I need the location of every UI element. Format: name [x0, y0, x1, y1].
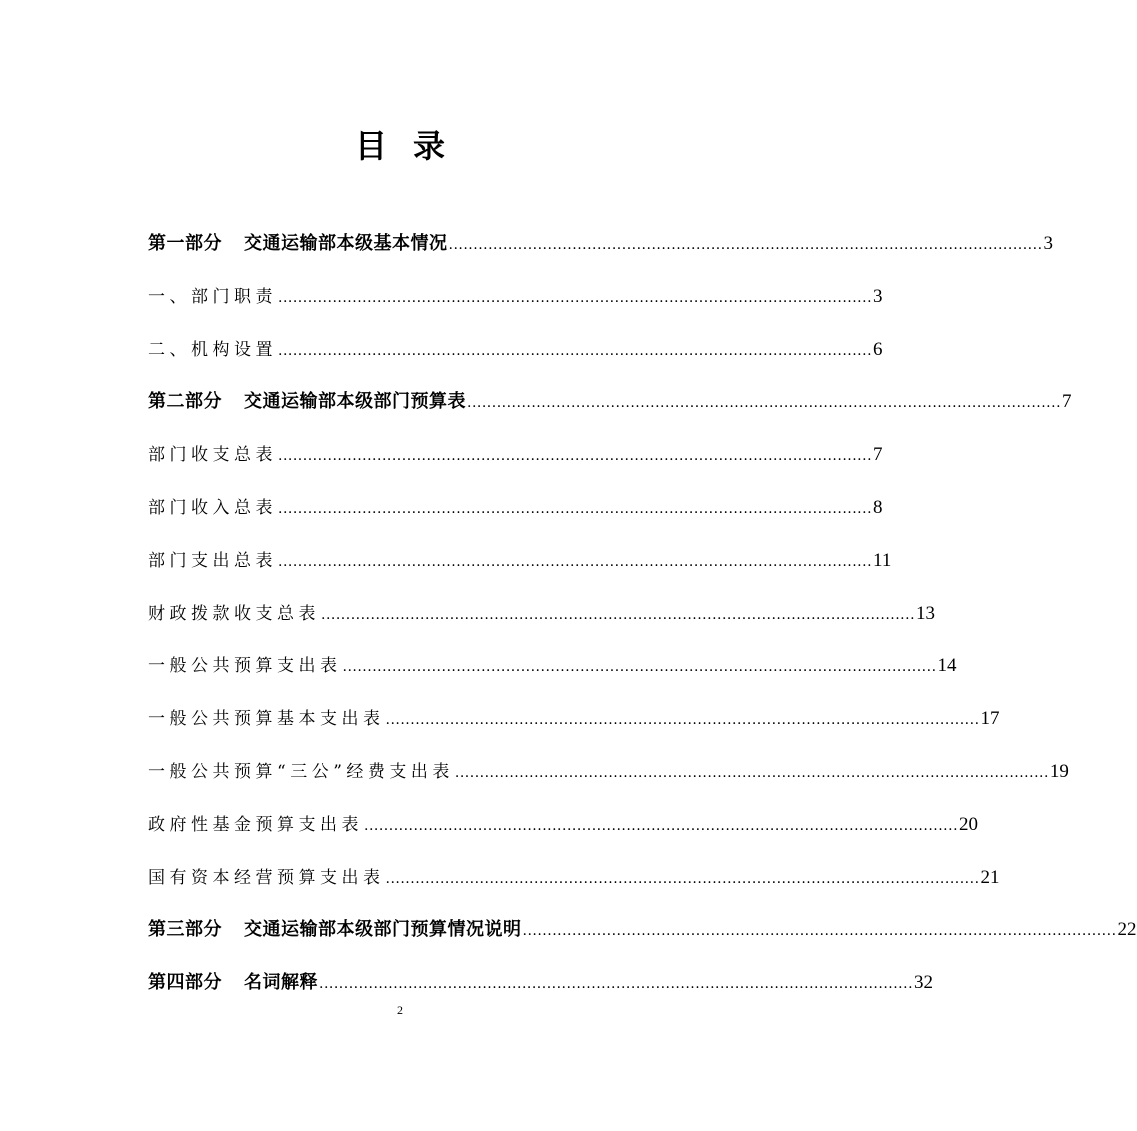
toc-page-number: 7 [873, 444, 883, 466]
toc-leader-dots: ........................................................................................................................ [364, 817, 959, 834]
toc-entry-fiscal-appropriation[interactable] [148, 588, 936, 641]
toc-leader-dots: ........................................................................................................................ [467, 395, 1062, 412]
toc-entry-expense-summary[interactable] [148, 535, 892, 588]
toc-entry-label: 二、机构设置 [148, 339, 277, 360]
toc-entry-label: 政府性基金预算支出表 [148, 814, 363, 835]
toc-entry-three-public-expense[interactable] [148, 746, 1069, 799]
page-number-footer: 2 [397, 1003, 403, 1017]
toc-entry-label [148, 904, 522, 957]
toc-entry-department-duties[interactable] [148, 271, 883, 324]
toc-entry-label: 部门收入总表 [148, 497, 277, 518]
toc-entry-government-fund[interactable] [148, 799, 979, 852]
toc-entry-label: 一般公共预算支出表 [148, 656, 342, 677]
toc-leader-dots: ........................................................................................................................ [522, 923, 1117, 940]
toc-leader-dots: ........................................................................................................................ [278, 448, 873, 465]
toc-leader-dots: ........................................................................................................................ [278, 289, 873, 306]
toc-entry-part-2[interactable] [148, 376, 1072, 429]
toc-part-title: 交通运输部本级部门预算情况说明 [244, 919, 522, 941]
toc-entry-part-3[interactable] [148, 904, 1137, 957]
toc-page-number: 21 [980, 866, 1000, 888]
toc-page-number: 32 [914, 972, 934, 994]
toc-page-number: 17 [980, 708, 1000, 730]
toc-leader-dots: ........................................................................................................................ [342, 659, 937, 676]
toc-entry-general-budget-expense[interactable] [148, 640, 957, 693]
toc-page-number: 14 [937, 655, 957, 677]
toc-leader-dots: ........................................................................................................................ [448, 237, 1043, 253]
toc-page-number: 7 [1062, 391, 1072, 413]
toc-page-number: 8 [873, 496, 883, 518]
toc-entry-label [148, 376, 466, 429]
toc-entry-general-budget-basic-expense[interactable] [148, 693, 1000, 746]
toc-part-title: 交通运输部本级部门预算表 [244, 391, 466, 413]
toc-entry-label [148, 218, 448, 271]
table-of-contents [148, 218, 1137, 1010]
toc-entry-income-summary[interactable] [148, 482, 883, 535]
toc-leader-dots: ........................................................................................................................ [385, 870, 980, 887]
toc-leader-dots: ........................................................................................................................ [278, 500, 873, 517]
toc-leader-dots: ........................................................................................................................ [385, 712, 980, 729]
toc-entry-label: 一、部门职责 [148, 286, 277, 307]
toc-leader-dots: ........................................................................................................................ [278, 342, 873, 359]
toc-leader-dots: ........................................................................................................................ [321, 606, 916, 623]
toc-entry-label: 国有资本经营预算支出表 [148, 867, 385, 888]
toc-leader-dots: ........................................................................................................................ [278, 553, 873, 570]
toc-page-number: 6 [873, 338, 883, 360]
toc-part-title: 交通运输部本级基本情况 [244, 233, 448, 254]
toc-entry-label: 部门支出总表 [148, 550, 277, 571]
toc-entry-state-capital[interactable] [148, 852, 1000, 905]
toc-page-number: 3 [1043, 233, 1054, 254]
toc-entry-label: 财政拨款收支总表 [148, 603, 320, 624]
toc-part-number: 第四部分 [148, 972, 222, 994]
toc-page-number: 11 [873, 549, 892, 571]
toc-entry-organization[interactable] [148, 324, 883, 377]
toc-part-number: 第一部分 [148, 233, 222, 254]
toc-entry-part-1[interactable] [148, 218, 1054, 271]
toc-entry-label: 一般公共预算“三公”经费支出表 [148, 761, 454, 782]
toc-page-number: 20 [959, 813, 979, 835]
toc-part-number: 第三部分 [148, 919, 222, 941]
toc-part-number: 第二部分 [148, 391, 222, 413]
toc-entry-label: 部门收支总表 [148, 445, 277, 466]
toc-page-number: 19 [1049, 760, 1069, 782]
toc-leader-dots: ........................................................................................................................ [319, 976, 914, 993]
toc-page-number: 3 [873, 285, 883, 307]
toc-page-number: 22 [1117, 919, 1137, 941]
toc-entry-label: 一般公共预算基本支出表 [148, 709, 385, 730]
toc-leader-dots: ........................................................................................................................ [454, 764, 1049, 781]
toc-entry-income-expense-summary[interactable] [148, 429, 883, 482]
toc-page-number: 13 [916, 602, 936, 624]
toc-part-title: 名词解释 [244, 972, 318, 994]
toc-title: 目录 [354, 127, 471, 165]
